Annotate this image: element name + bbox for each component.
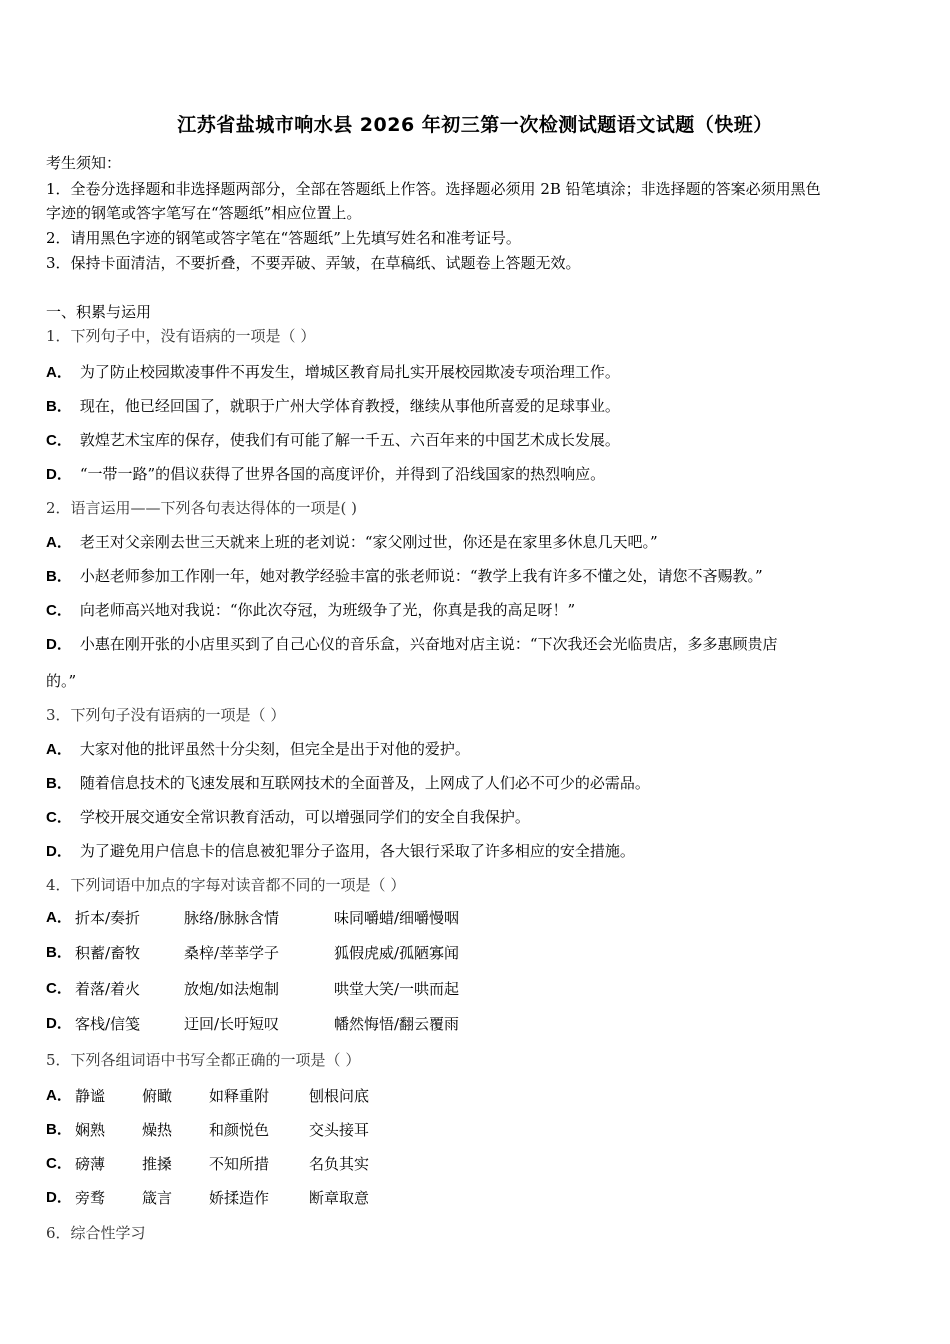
option-letter: A． [46, 1087, 72, 1104]
question-2-option-b [46, 566, 763, 587]
option-letter: D． [46, 1015, 72, 1032]
word: 磅薄 [75, 1155, 106, 1173]
word-group: 桑梓/莘莘学子 [184, 944, 280, 962]
section-heading: 一、积累与运用 [46, 303, 152, 321]
question-5-option-c [46, 1154, 906, 1176]
notice-heading: 考生须知： [46, 154, 122, 172]
option-letter: D． [46, 843, 72, 860]
question-2-option-c [46, 600, 575, 621]
option-letter: B． [46, 398, 72, 415]
question-4-option-d [46, 1014, 906, 1036]
word: 娴熟 [75, 1121, 106, 1139]
word: 和颜悦色 [209, 1121, 270, 1139]
notice-item-2: 2．请用黑色字迹的钢笔或答字笔在“答题纸”上先填写姓名和准考证号。 [46, 229, 521, 247]
page-title: 江苏省盐城市响水县 2026 年初三第一次检测试题语文试题（快班） [177, 114, 773, 136]
question-1-option-b [46, 396, 620, 417]
option-text: 大家对他的批评虽然十分尖刻，但完全是出于对他的爱护。 [79, 740, 470, 758]
option-letter: D． [46, 1189, 72, 1206]
word-group: 脉络/脉脉含情 [184, 909, 280, 927]
question-5-option-b [46, 1120, 906, 1142]
word: 如释重附 [209, 1087, 270, 1105]
word: 燥热 [142, 1121, 173, 1139]
question-5-option-a [46, 1086, 906, 1108]
option-text: “一带一路”的倡议获得了世界各国的高度评价，并得到了沿线国家的热烈响应。 [79, 465, 606, 483]
word: 断章取意 [309, 1189, 370, 1207]
word: 不知所措 [209, 1155, 270, 1173]
word: 静谧 [75, 1087, 106, 1105]
option-letter: B． [46, 775, 72, 792]
question-4-option-b [46, 943, 906, 965]
word: 旁骛 [75, 1189, 106, 1207]
word-group: 迂回/长吁短叹 [184, 1015, 280, 1033]
question-5-stem: 5．下列各组词语中书写全都正确的一项是（ ） [46, 1051, 361, 1069]
word-group: 味同嚼蜡/细嚼慢咽 [334, 909, 460, 927]
option-letter: C． [46, 809, 72, 826]
option-text: 小赵老师参加工作刚一年，她对教学经验丰富的张老师说：“教学上我有许多不懂之处，请您不吝赐教。” [79, 567, 763, 585]
notice-item-1-line-2: 字迹的钢笔或答字笔写在“答题纸”相应位置上。 [46, 204, 362, 222]
option-text: 为了避免用户信息卡的信息被犯罪分子盗用，各大银行采取了许多相应的安全措施。 [79, 842, 635, 860]
option-letter: C． [46, 432, 72, 449]
word-group: 折本/奏折 [75, 909, 141, 927]
question-2-option-d [46, 634, 778, 655]
word-group: 狐假虎威/孤陋寡闻 [334, 944, 460, 962]
option-text: 向老师高兴地对我说：“你此次夺冠，为班级争了光，你真是我的高足呀！” [79, 601, 576, 619]
question-3-option-d [46, 841, 635, 862]
word-group: 放炮/如法炮制 [184, 980, 280, 998]
word: 刨根问底 [309, 1087, 370, 1105]
option-text: 现在，他已经回国了，就职于广州大学体育教授，继续从事他所喜爱的足球事业。 [79, 397, 620, 415]
question-1-option-a [46, 362, 620, 383]
option-letter: A． [46, 741, 72, 758]
question-4-option-a [46, 908, 906, 930]
option-letter: C． [46, 1155, 72, 1172]
question-4-option-c [46, 979, 906, 1001]
option-text: 敦煌艺术宝库的保存，使我们有可能了解一千五、六百年来的中国艺术成长发展。 [79, 431, 620, 449]
option-letter: C． [46, 602, 72, 619]
question-3-option-b [46, 773, 650, 794]
notice-item-3: 3．保持卡面清洁，不要折叠，不要弄破、弄皱，在草稿纸、试题卷上答题无效。 [46, 254, 581, 272]
question-1-stem: 1．下列句子中，没有语病的一项是（ ） [46, 327, 316, 345]
question-2-option-a [46, 532, 658, 553]
question-1-option-d [46, 464, 605, 485]
question-3-option-a [46, 739, 470, 760]
question-2-stem: 2．语言运用——下列各句表达得体的一项是( ) [46, 499, 358, 517]
question-5-option-d [46, 1188, 906, 1210]
question-3-stem: 3．下列句子没有语病的一项是（ ） [46, 706, 286, 724]
word-group: 积蓄/畜牧 [75, 944, 141, 962]
word: 箴言 [142, 1189, 173, 1207]
notice-item-1-line-1: 1．全卷分选择题和非选择题两部分，全部在答题纸上作答。选择题必须用 2B 铅笔填涂；非选择题的答案必须用黑色 [46, 180, 821, 198]
question-4-stem: 4．下列词语中加点的字每对读音都不同的一项是（ ） [46, 876, 406, 894]
option-letter: C． [46, 980, 72, 997]
option-letter: A． [46, 534, 72, 551]
word: 俯瞰 [142, 1087, 173, 1105]
option-text: 随着信息技术的飞速发展和互联网技术的全面普及，上网成了人们必不可少的必需品。 [79, 774, 650, 792]
word-group: 客栈/信笺 [75, 1015, 141, 1033]
word: 名负其实 [309, 1155, 370, 1173]
option-letter: A． [46, 364, 72, 381]
word: 交头接耳 [309, 1121, 370, 1139]
option-letter: D． [46, 636, 72, 653]
question-1-option-c [46, 430, 620, 451]
word-group: 哄堂大笑/一哄而起 [334, 980, 460, 998]
question-3-option-c [46, 807, 530, 828]
question-2-option-d-continued: 的。” [46, 672, 77, 690]
option-letter: B． [46, 568, 72, 585]
option-letter: A． [46, 909, 72, 926]
option-text: 为了防止校园欺凌事件不再发生，增城区教育局扎实开展校园欺凌专项治理工作。 [79, 363, 620, 381]
option-letter: D． [46, 466, 72, 483]
question-6-stem: 6．综合性学习 [46, 1224, 146, 1242]
option-text: 学校开展交通安全常识教育活动，可以增强同学们的安全自我保护。 [79, 808, 530, 826]
word-group: 着落/着火 [75, 980, 141, 998]
option-letter: B． [46, 1121, 72, 1138]
option-text: 小惠在刚开张的小店里买到了自己心仪的音乐盒，兴奋地对店主说：“下次我还会光临贵店，多多惠顾贵店 [79, 635, 778, 653]
option-letter: B． [46, 944, 72, 961]
word: 娇揉造作 [209, 1189, 270, 1207]
word: 推搡 [142, 1155, 173, 1173]
word-group: 幡然悔悟/翻云覆雨 [334, 1015, 460, 1033]
option-text: 老王对父亲刚去世三天就来上班的老刘说：“家父刚过世，你还是在家里多休息几天吧。” [79, 533, 658, 551]
